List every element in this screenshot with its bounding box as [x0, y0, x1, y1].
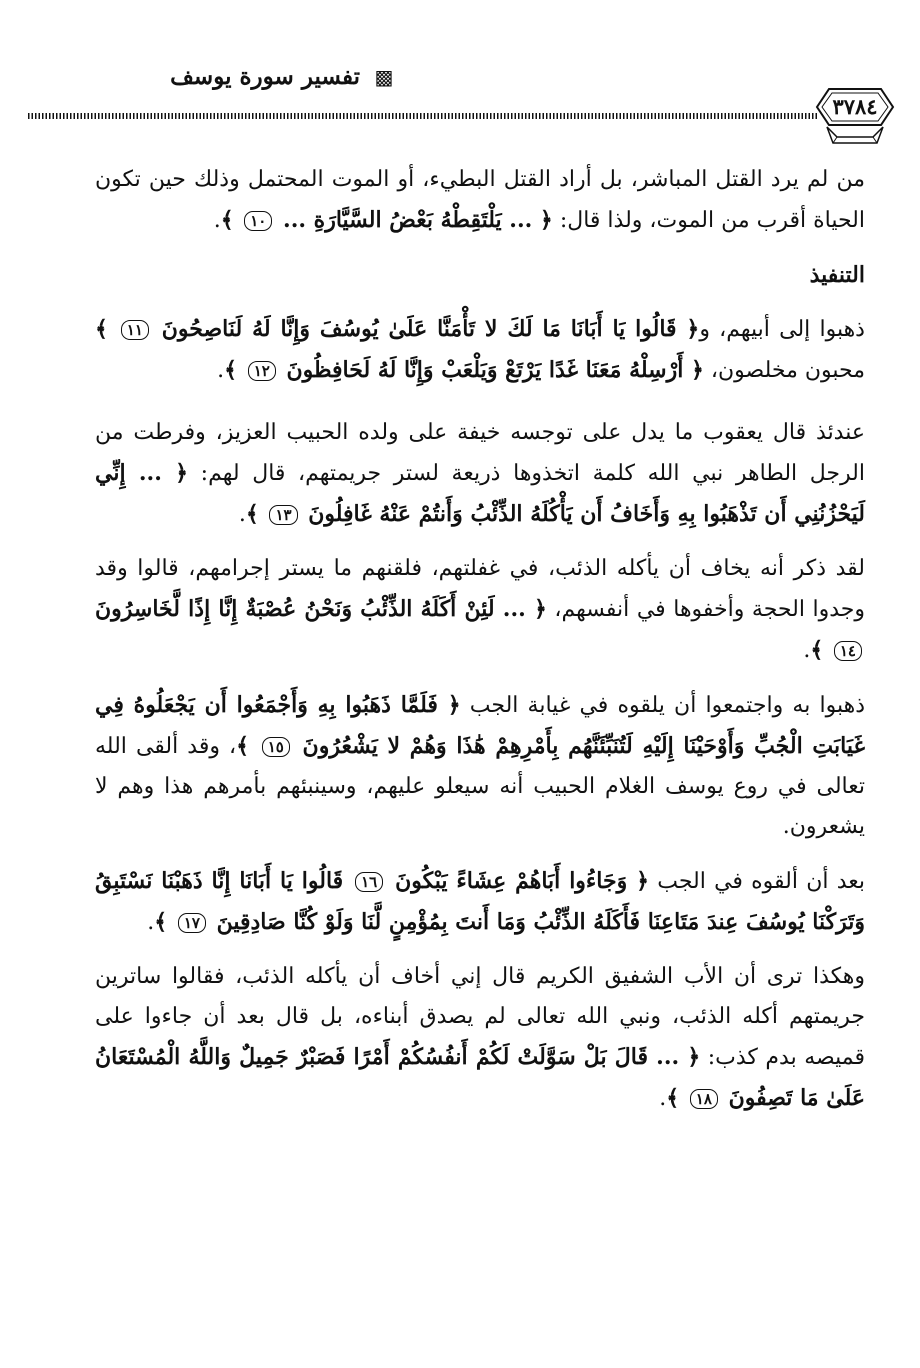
text: .: [238, 502, 246, 527]
quran-verse: ﴿ قَالُوا يَا أَبَانَا مَا لَكَ لا تَأْمَنَّا عَلَىٰ يُوسُفَ وَإِنَّا لَهُ لَنَاصِحُونَ ١١ ﴾: [95, 316, 700, 342]
ayah-number: ١٥: [262, 737, 290, 757]
running-title: تفسير سورة يوسف: [170, 63, 360, 90]
paragraph: [95, 685, 865, 847]
paragraph: [95, 309, 865, 391]
ayah-number: ١٦: [355, 872, 383, 892]
text: عندئذ قال يعقوب ما يدل على توجسه خيفة على ولده الحبيب العزيز، وفرطت من الرجل الطاهر نبي الله كلمة اتخذوها ذريعة لستر جريمتهم، قال لهم:: [95, 420, 865, 486]
page-header: [0, 55, 920, 145]
page-body: [95, 160, 865, 1119]
paragraph: [95, 160, 865, 241]
quran-verse: ﴿ ... إِنِّي لَيَحْزُنُنِي أَن تَذْهَبُوا بِهِ وَأَخَافُ أَن يَأْكُلَهُ الذِّئْبُ وَأَنتُمْ عَنْهُ غَافِلُونَ ١٣ ﴾: [95, 460, 865, 527]
paragraph: [95, 861, 865, 943]
paragraph: [95, 549, 865, 671]
quran-verse: ﴿ ... قَالَ بَلْ سَوَّلَتْ لَكُمْ أَنفُسُكُمْ أَمْرًا فَصَبْرٌ جَمِيلٌ وَاللَّهُ الْمُسْتَعَانُ عَلَىٰ مَا تَصِفُونَ ١٨ ﴾: [95, 1044, 865, 1111]
ayah-number: ١٤: [834, 641, 862, 661]
page-number-frame: [815, 87, 895, 127]
ayah-number: ١٢: [248, 361, 276, 381]
text: محبون مخلصون،: [703, 358, 865, 383]
text: ذهبوا به واجتمعوا أن يلقوه في غيابة الجب: [460, 693, 865, 718]
paragraph: [95, 957, 865, 1119]
quran-verse: ﴿ ... يَلْتَقِطْهُ بَعْضُ السَّيَّارَةِ ... ١٠ ﴾: [220, 207, 553, 233]
text: من لم يرد القتل المباشر، بل أراد القتل البطيء، أو الموت المحتمل وذلك حين تكون الحياة أقرب من الموت، ولذا قال:: [95, 167, 865, 233]
text: ذهبوا إلى أبيهم، و: [699, 317, 865, 342]
text: .: [217, 358, 225, 383]
text: .: [659, 1086, 667, 1111]
section-heading: التنفيذ: [809, 262, 865, 288]
ayah-number: ١٨: [690, 1089, 718, 1109]
ayah-number: ١٧: [178, 913, 206, 933]
quran-verse: ﴿ وَجَاءُوا أَبَاهُمْ عِشَاءً يَبْكُونَ ١٦ قَالُوا يَا أَبَانَا إِنَّا ذَهَبْنَا نَسْتَبِقُ وَتَرَكْنَا يُوسُفَ عِندَ مَتَاعِنَا فَأَكَلَهُ الذِّئْبُ وَمَا أَنتَ بِمُؤْمِنٍ لَّنَا وَلَوْ كُنَّا صَادِقِينَ ١٧ ﴾: [95, 868, 865, 935]
text: .: [147, 910, 155, 935]
ayah-number: ١٠: [244, 211, 272, 231]
dotted-rule: [28, 113, 818, 119]
quran-verse: ﴿ فَلَمَّا ذَهَبُوا بِهِ وَأَجْمَعُوا أَن يَجْعَلُوهُ فِي غَيَابَتِ الْجُبِّ وَأَوْحَيْنَا إِلَيْهِ لَتُنَبِّئَنَّهُم بِأَمْرِهِمْ هَٰذَا وَهُمْ لا يَشْعُرُونَ ١٥ ﴾: [95, 692, 865, 759]
quran-verse: ﴿ أَرْسِلْهُ مَعَنَا غَدًا يَرْتَعْ وَيَلْعَبْ وَإِنَّا لَهُ لَحَافِظُونَ ١٢ ﴾: [224, 357, 704, 383]
ornament-icon: ▩: [374, 65, 394, 89]
paragraph: [95, 413, 865, 535]
text: بعد أن ألقوه في الجب: [648, 869, 865, 894]
ayah-number: ١٣: [269, 505, 297, 525]
text: لقد ذكر أنه يخاف أن يأكله الذئب، في غفلتهم، فلقنهم ما يستر إجرامهم، قالوا وقد وجدوا الحجة وأخفوها في أنفسهم،: [95, 556, 865, 622]
text: ، وقد ألقى الله تعالى في روع يوسف الغلام الحبيب أنه سيعلو عليهم، وسينبئهم بأمرهم هذا وهم لا يشعرون.: [95, 734, 865, 839]
page-number: ٣٧٨٤: [832, 94, 878, 119]
ayah-number: ١١: [121, 320, 149, 340]
text: .: [803, 638, 811, 663]
text: .: [213, 208, 221, 233]
text: وهكذا ترى أن الأب الشفيق الكريم قال إني أخاف أن يأكله الذئب، فقالوا ساترين جريمتهم أكله الذئب، ونبي الله تعالى لم يصدق أبناءه، بل قال بعد أن جاءوا على قميصه بدم كذب:: [95, 964, 865, 1070]
quran-verse: ﴿ ... لَئِنْ أَكَلَهُ الذِّئْبُ وَنَحْنُ عُصْبَةٌ إِنَّا إِذًا لَّخَاسِرُونَ ١٤ ﴾: [95, 596, 865, 663]
